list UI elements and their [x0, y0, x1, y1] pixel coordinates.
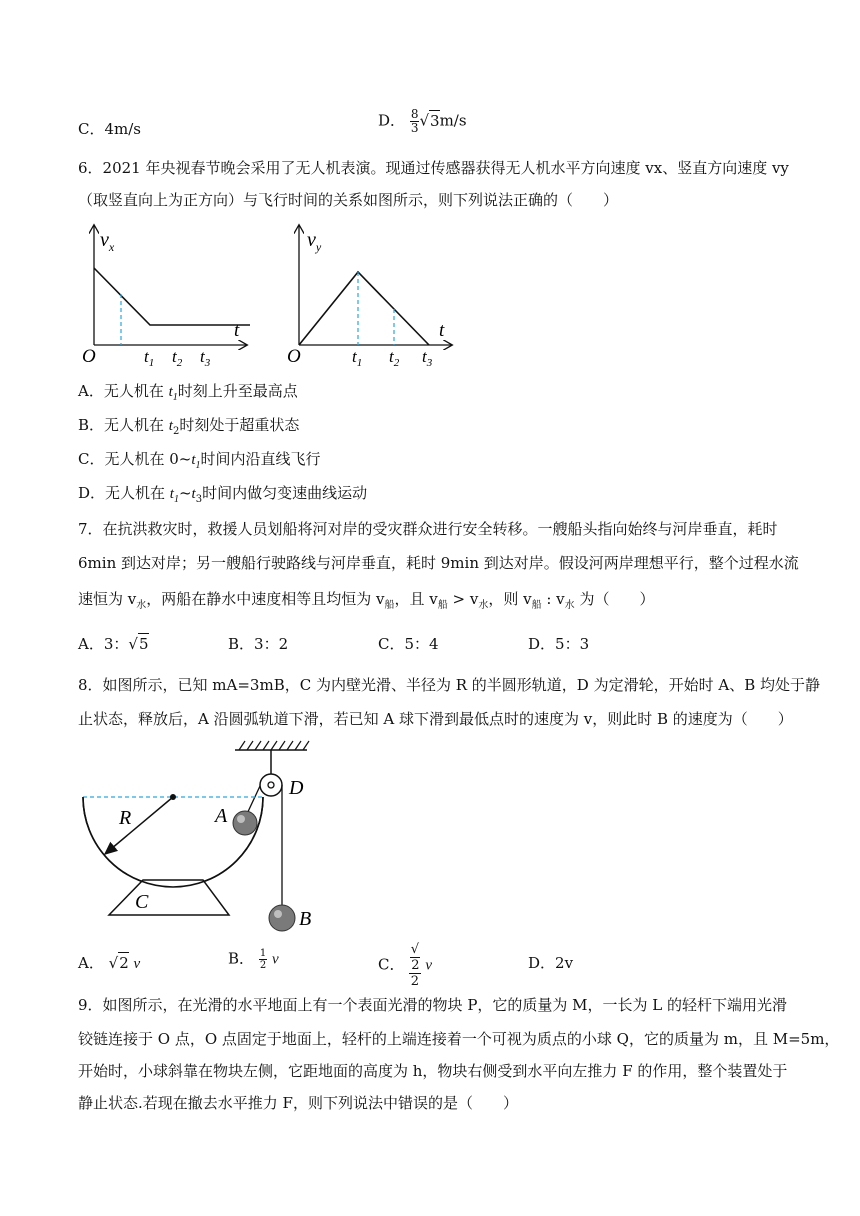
semicircle-track-c [83, 797, 263, 887]
label-d: D [289, 777, 304, 799]
vy-tick-t2: $t_2$ [389, 347, 400, 369]
q8-option-d: D．2v [528, 954, 574, 972]
label-b: B [299, 908, 312, 930]
stand-c [109, 880, 229, 915]
vy-origin: O [287, 346, 301, 367]
label-r: R [119, 807, 132, 829]
vy-t-label: t [439, 320, 445, 341]
q6-graph-vx [78, 220, 258, 370]
vx-tick-t3: $t_3$ [200, 347, 211, 369]
q6-graph-vy [283, 220, 463, 370]
q8-option-c: C． √ 2 2 v [378, 942, 432, 989]
label-a: A [215, 805, 228, 827]
sqrt-icon: √ [128, 635, 138, 653]
q6-stem-line1: 6．2021 年央视春节晚会采用了无人机表演。现通过传感器获得无人机水平方向速度 vx、竖直方向速度 vy [78, 159, 789, 177]
q6-option-b: B．无人机在 $t_2$时刻处于超重状态 [78, 416, 300, 437]
sqrt-icon: √ [410, 942, 420, 957]
q7-option-d: D．5：3 [528, 635, 590, 653]
pulley-axle [268, 782, 274, 788]
label-c: C [135, 891, 149, 913]
q7-option-c: C．5：4 [378, 635, 439, 653]
ceiling-hatching [239, 741, 309, 750]
vy-curve [299, 272, 429, 345]
vy-label: $v_y$ [307, 229, 322, 254]
sqrt-icon: √ [419, 111, 430, 130]
q7-stem-line3: 速恒为 $v_水$，两船在静水中速度相等且均恒为 $v_船$，且 $v_船 > v_水$，则 $v_船$ : $v_水$ 为（ ） [78, 590, 655, 611]
q9-stem-line3: 开始时，小球斜靠在物块左侧，它距地面的高度为 h，物块右侧受到水平向左推力 F 的作用，整个装置处于 [78, 1062, 788, 1080]
q6-option-c: C．无人机在 $0\sim t_1$时间内沿直线飞行 [78, 450, 321, 471]
vx-curve [94, 268, 250, 325]
vy-tick-t1: $t_1$ [352, 347, 363, 369]
q8-option-a: A． √2 v [78, 954, 141, 972]
q7-stem-line1: 7．在抗洪救灾时，救援人员划船将河对岸的受灾群众进行安全转移。一艘船头指向始终与河岸垂直，耗时 [78, 520, 778, 538]
q7-stem-line2: 6min 到达对岸；另一艘船行驶路线与河岸垂直，耗时 9min 到达对岸。假设河两岸理想平行，整个过程水流 [78, 554, 799, 572]
q9-stem-line2: 铰链连接于 O 点，O 点固定于地面上，轻杆的上端连接着一个可视为质点的小球 Q，它的质量为 m，且 M=5m， [78, 1030, 840, 1048]
q8-stem-line2: 止状态，释放后，A 沿圆弧轨道下滑，若已知 A 球下滑到最低点时的速度为 v，则此时 B 的速度为（ ） [78, 710, 793, 728]
q5-option-d-prefix: D． [378, 111, 406, 130]
q9-stem-line1: 9．如图所示，在光滑的水平地面上有一个表面光滑的物块 P，它的质量为 M，一长为 L 的轻杆下端用光滑 [78, 996, 788, 1014]
vx-label: $v_x$ [100, 229, 115, 254]
q5-option-c: C．4m/s [78, 120, 141, 138]
ball-b [269, 905, 295, 931]
q8-figure [75, 738, 325, 938]
q5-option-d-fraction [410, 108, 420, 135]
q7-option-b: B．3：2 [228, 635, 289, 653]
vx-tick-t1: $t_1$ [144, 347, 155, 369]
vx-t-label: t [234, 320, 240, 341]
radius-arrow [105, 797, 173, 854]
q5-option-d-radicand: 3 [430, 111, 440, 130]
q7-option-a: A．3：√5 [78, 635, 149, 653]
q5-option-d-unit: m/s [439, 111, 467, 130]
q6-stem-line2: （取竖直向上为正方向）与飞行时间的关系如图所示，则下列说法正确的（ ） [78, 191, 619, 209]
q8-option-b: B． $\frac{1}{2}$ v [228, 948, 279, 971]
ball-a [233, 811, 257, 835]
q9-stem-line4: 静止状态.若现在撤去水平推力 F，则下列说法中错误的是（ ） [78, 1094, 518, 1112]
vx-origin: O [82, 346, 96, 367]
vx-tick-t2: $t_2$ [172, 347, 183, 369]
vy-tick-t3: $t_3$ [422, 347, 433, 369]
q5-option-d-num: 8 [410, 107, 419, 121]
q6-option-a: A．无人机在 $t_1$时刻上升至最高点 [78, 382, 298, 403]
q5-option-d-den: 3 [410, 121, 419, 135]
sqrt-icon: √ [108, 954, 119, 972]
q5-option-d [378, 108, 467, 135]
q8-stem-line1: 8．如图所示，已知 mA=3mB，C 为内壁光滑、半径为 R 的半圆形轨道，D 为定滑轮，开始时 A、B 均处于静 [78, 676, 820, 694]
q6-option-d: D．无人机在 $t_1\sim t_3$时间内做匀变速曲线运动 [78, 484, 368, 505]
